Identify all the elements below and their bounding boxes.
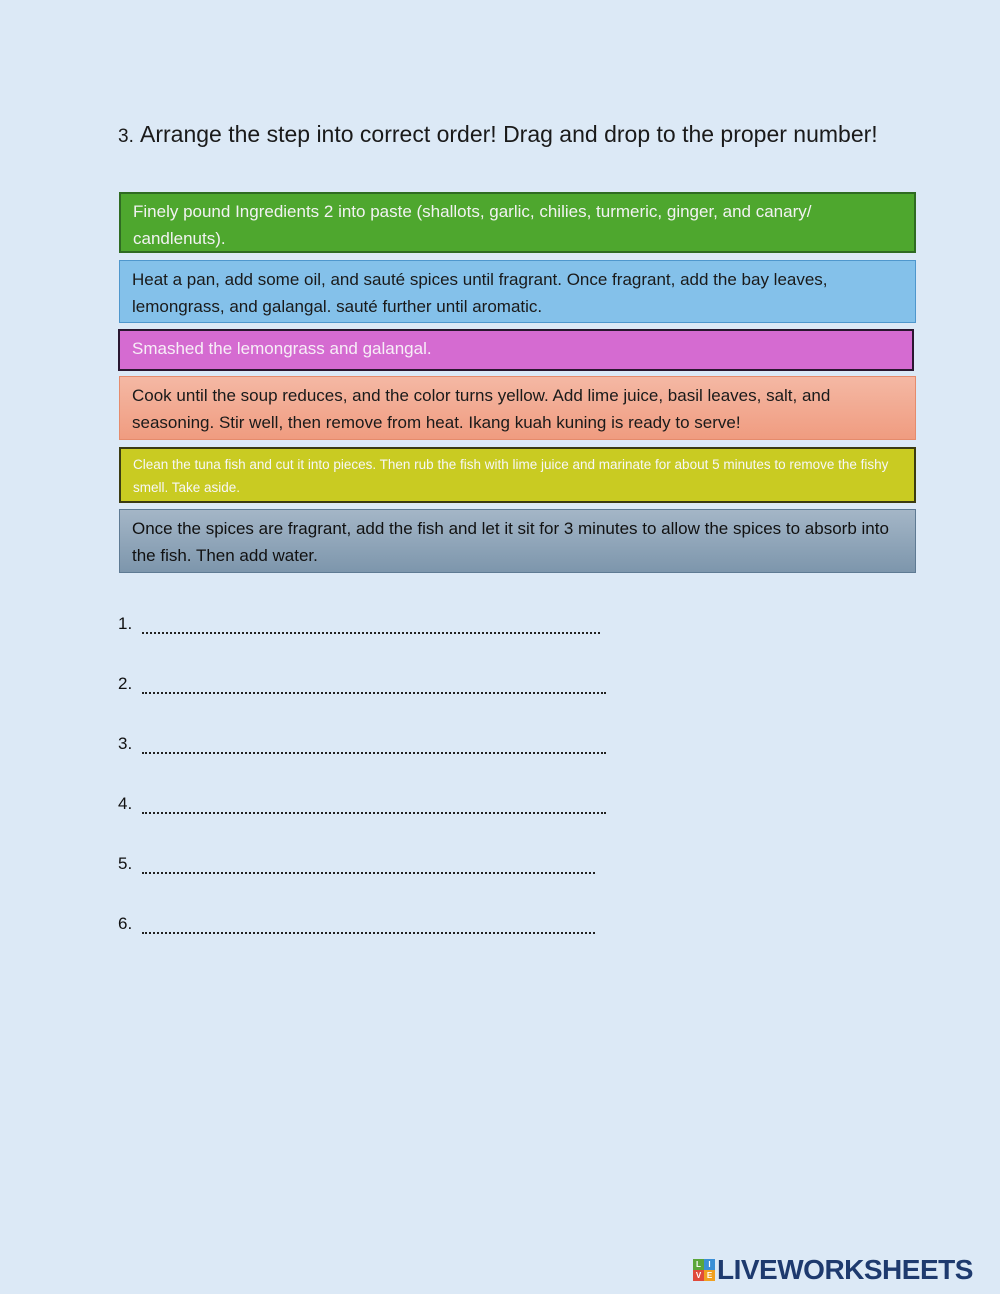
answer-number: 4.: [118, 794, 133, 813]
drop-target-line[interactable]: [142, 736, 606, 754]
logo-letter: V: [693, 1270, 704, 1281]
answer-number: 2.: [118, 674, 133, 693]
answer-slot-3: [118, 734, 606, 756]
step-text: Clean the tuna fish and cut it into pieces. Then rub the fish with lime juice and marinate for about 5 minutes to remove the fishy smell. Take aside.: [133, 457, 889, 495]
step-text: Finely pound Ingredients 2 into paste (shallots, garlic, chilies, turmeric, ginger, and canary/ candlenuts).: [133, 202, 812, 248]
answer-slot-1: [118, 614, 600, 636]
draggable-step-card[interactable]: [119, 509, 916, 573]
draggable-step-card[interactable]: [119, 447, 916, 503]
logo-letter: I: [704, 1259, 715, 1270]
answer-number: 6.: [118, 914, 133, 933]
drop-target-line[interactable]: [142, 856, 595, 874]
drop-target-line[interactable]: [142, 796, 606, 814]
draggable-step-card[interactable]: [118, 329, 914, 371]
logo-letter: L: [693, 1259, 704, 1270]
answer-slot-5: [118, 854, 595, 876]
draggable-step-card[interactable]: [119, 260, 916, 323]
answer-slot-2: [118, 674, 606, 696]
logo-text: LIVEWORKSHEETS: [717, 1253, 973, 1285]
answer-number: 3.: [118, 734, 133, 753]
logo-letter: E: [704, 1270, 715, 1281]
step-text: Cook until the soup reduces, and the color turns yellow. Add lime juice, basil leaves, salt, and seasoning. Stir well, then remove from heat. Ikang kuah kuning is ready to serve!: [132, 386, 831, 432]
question-number: 3.: [118, 126, 134, 147]
logo-icon: [693, 1259, 715, 1281]
liveworksheets-logo: [693, 1253, 973, 1285]
question-title: [118, 116, 918, 155]
drop-target-line[interactable]: [142, 916, 595, 934]
step-text: Heat a pan, add some oil, and sauté spices until fragrant. Once fragrant, add the bay leaves, lemongrass, and galangal. sauté further until aromatic.: [132, 270, 828, 316]
answer-number: 1.: [118, 614, 133, 633]
draggable-step-card[interactable]: [119, 192, 916, 253]
answer-slot-4: [118, 794, 606, 816]
drop-target-line[interactable]: [142, 676, 606, 694]
answer-number: 5.: [118, 854, 133, 873]
drop-target-line[interactable]: [142, 616, 600, 634]
step-text: Smashed the lemongrass and galangal.: [132, 339, 432, 358]
draggable-step-card[interactable]: [119, 376, 916, 440]
step-text: Once the spices are fragrant, add the fish and let it sit for 3 minutes to allow the spices to absorb into the fish. Then add water.: [132, 519, 889, 565]
question-text: Arrange the step into correct order! Drag and drop to the proper number!: [140, 121, 878, 147]
answer-slot-6: [118, 914, 595, 936]
